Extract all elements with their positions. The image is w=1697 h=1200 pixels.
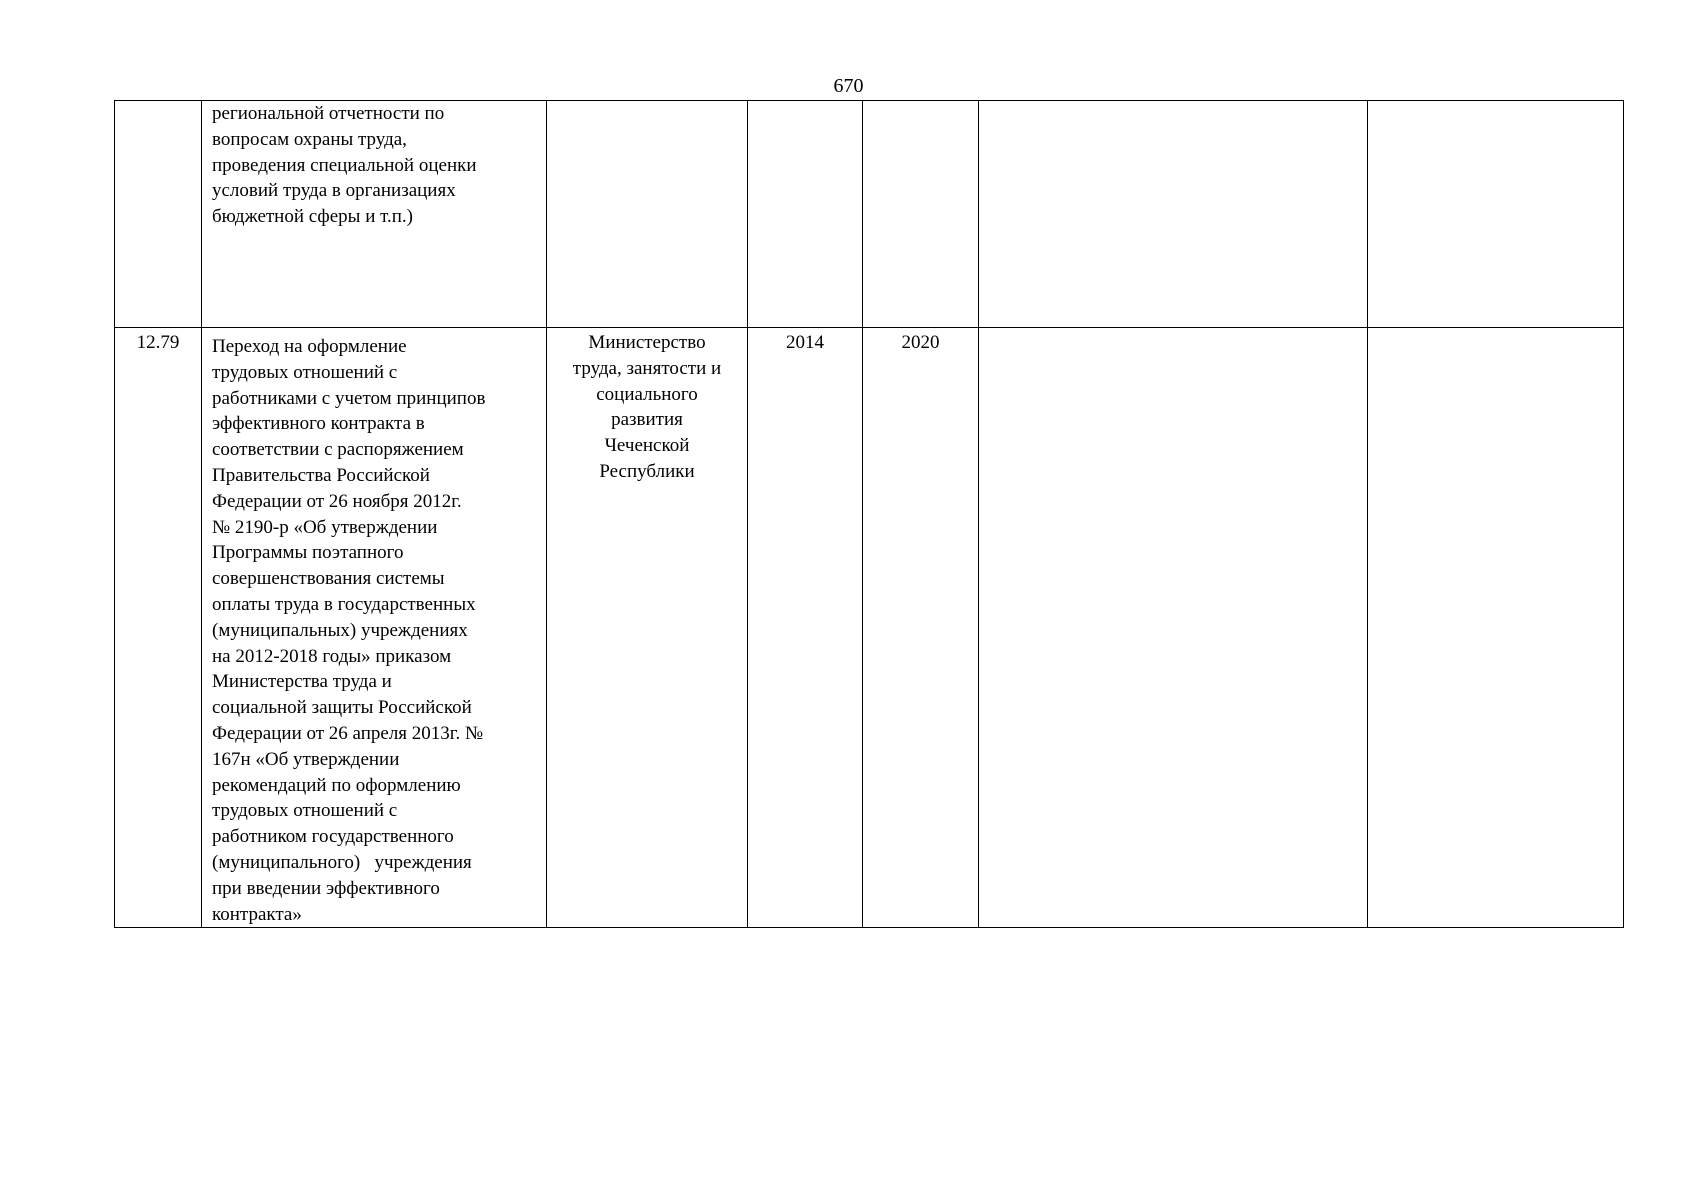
description-line: работниками с учетом принципов bbox=[212, 387, 486, 409]
description-line: Программы поэтапного bbox=[212, 542, 404, 564]
description-line: Министерства труда и bbox=[212, 671, 392, 693]
description-line: № 2190-р «Об утверждении bbox=[212, 516, 438, 538]
description-line: бюджетной сферы и т.п.) bbox=[212, 206, 413, 228]
executor-line: развития bbox=[611, 409, 683, 431]
executor-line: социального bbox=[596, 383, 698, 405]
description-line: проведения специальной оценки bbox=[212, 154, 477, 176]
description-line: условий труда в организациях bbox=[212, 180, 456, 202]
description-line: Переход на оформление bbox=[212, 336, 407, 357]
description-line: (муниципальных) учреждениях bbox=[212, 619, 468, 641]
description-line: Правительства Российской bbox=[212, 464, 430, 486]
table-row bbox=[115, 101, 1624, 328]
description-line: социальной защиты Российской bbox=[212, 697, 472, 719]
description-line: рекомендаций по оформлению bbox=[212, 774, 461, 796]
result-cell bbox=[979, 328, 1368, 928]
start-year-cell bbox=[748, 101, 863, 328]
result-cell bbox=[979, 101, 1368, 328]
description-line: на 2012-2018 годы» приказом bbox=[212, 645, 452, 667]
description-line: при введении эффективного bbox=[212, 877, 440, 899]
description-line: работником государственного bbox=[212, 826, 454, 848]
executor-line: Республики bbox=[599, 460, 695, 482]
notes-cell bbox=[1368, 328, 1624, 928]
description-line: Федерации от 26 ноября 2012г. bbox=[212, 490, 462, 512]
description-line: контракта» bbox=[212, 903, 302, 925]
description-line: трудовых отношений с bbox=[212, 800, 398, 822]
executor-line: труда, занятости и bbox=[572, 357, 722, 379]
description-line: (муниципального) учреждения bbox=[212, 851, 472, 873]
row-number-cell bbox=[115, 101, 202, 328]
measure-description-cell bbox=[202, 328, 547, 928]
description-line: Федерации от 26 апреля 2013г. № bbox=[212, 722, 484, 744]
executor-cell bbox=[547, 101, 748, 328]
end-year-cell: 2020 bbox=[863, 328, 979, 928]
description-line: эффективного контракта в bbox=[212, 413, 425, 435]
start-year-cell: 2014 bbox=[748, 328, 863, 928]
description-line: соответствии с распоряжением bbox=[212, 439, 464, 461]
document-table bbox=[114, 100, 1624, 928]
description-line: вопросам охраны труда, bbox=[212, 128, 407, 150]
table-row bbox=[115, 328, 1624, 928]
executor-line: Министерство bbox=[588, 332, 706, 353]
description-line: региональной отчетности по bbox=[212, 103, 445, 124]
executor-cell bbox=[547, 328, 748, 928]
executor-line: Чеченской bbox=[604, 435, 690, 457]
row-number-cell: 12.79 bbox=[115, 328, 202, 928]
description-line: совершенствования системы bbox=[212, 568, 445, 590]
end-year-cell bbox=[863, 101, 979, 328]
description-line: 167н «Об утверждении bbox=[212, 748, 400, 770]
page-number: 670 bbox=[833, 75, 864, 97]
measure-description-cell bbox=[202, 101, 547, 328]
notes-cell bbox=[1368, 101, 1624, 328]
description-line: трудовых отношений с bbox=[212, 361, 398, 383]
description-line: оплаты труда в государственных bbox=[212, 593, 476, 615]
